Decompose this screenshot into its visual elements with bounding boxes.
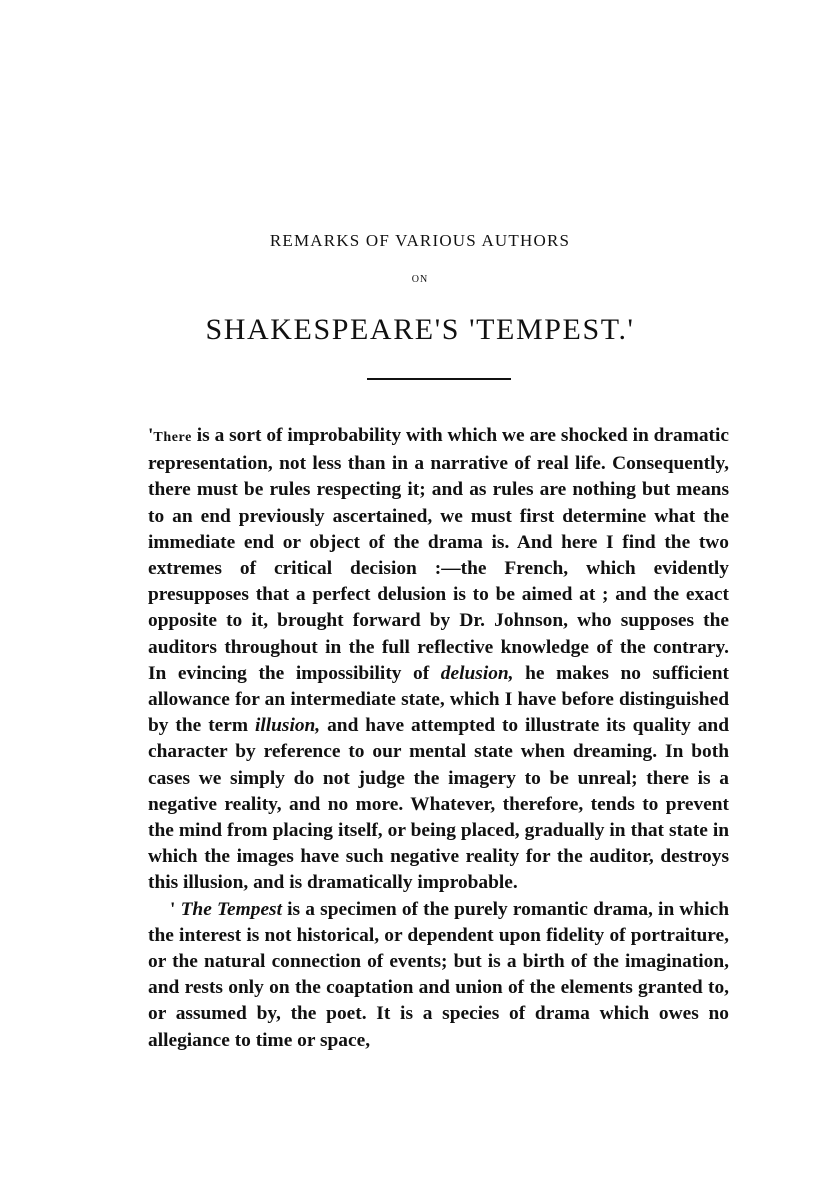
paragraph-coleridge-illusion (148, 423, 729, 897)
paragraph-1-text-b: he makes no sufficient allowance for an intermediate state, which I have before distinguished by the term (148, 662, 729, 737)
paragraph-2-text: is a specimen of the purely romantic drama, in which the interest is not historical, or dependent upon fidelity of portraiture, or the natural connection of events; but is a birth of the imagination, and rests only on the coaptation and union of the elements granted to, or assumed by, the poet. It is a species of drama which owes no allegiance to time or space, (148, 898, 729, 1051)
title-line-remarks: REMARKS OF VARIOUS AUTHORS (269, 231, 571, 250)
open-quote: ' (170, 898, 181, 920)
drop-word: There (153, 430, 192, 445)
paragraph-tempest-romantic-drama (148, 897, 729, 1054)
open-quote: ' (148, 425, 154, 446)
title-divider (367, 378, 511, 380)
title-line-tempest: SHAKESPEARE'S 'TEMPEST.' (205, 313, 635, 346)
italic-illusion: illusion, (254, 715, 321, 737)
italic-play-title: The Tempest (180, 898, 282, 920)
paragraph-1-text-a: is a sort of improbability with which we are shocked in dramatic representation, not less than in a narrative of real life. Consequently, there must be rules respecting it; and as rules are nothing but means to an end previously ascertained, we must first determine what the immediate end or object of the drama is. And here I find the two extremes of critical decision :—the French, which evidently presupposes that a perfect delusion is to be aimed at ; and the exact opposite to it, brought forward by Dr. Johnson, who supposes the auditors throughout in the full reflective knowledge of the contrary. In evincing the impossibility of (148, 425, 729, 684)
title-line-on: ON (411, 274, 429, 285)
italic-delusion: delusion, (440, 662, 514, 684)
paragraph-1-text-c: and have attempted to illustrate its quality and character by reference to our mental state when dreaming. In both cases we simply do not judge the imagery to be unreal; there is a negative reality, and no more. Whatever, therefore, tends to prevent the mind from placing itself, or being placed, gradually in that state in which the images have such negative reality for the auditor, destroys this illusion, and is dramatically improbable. (148, 715, 729, 894)
body-text (148, 423, 729, 1054)
